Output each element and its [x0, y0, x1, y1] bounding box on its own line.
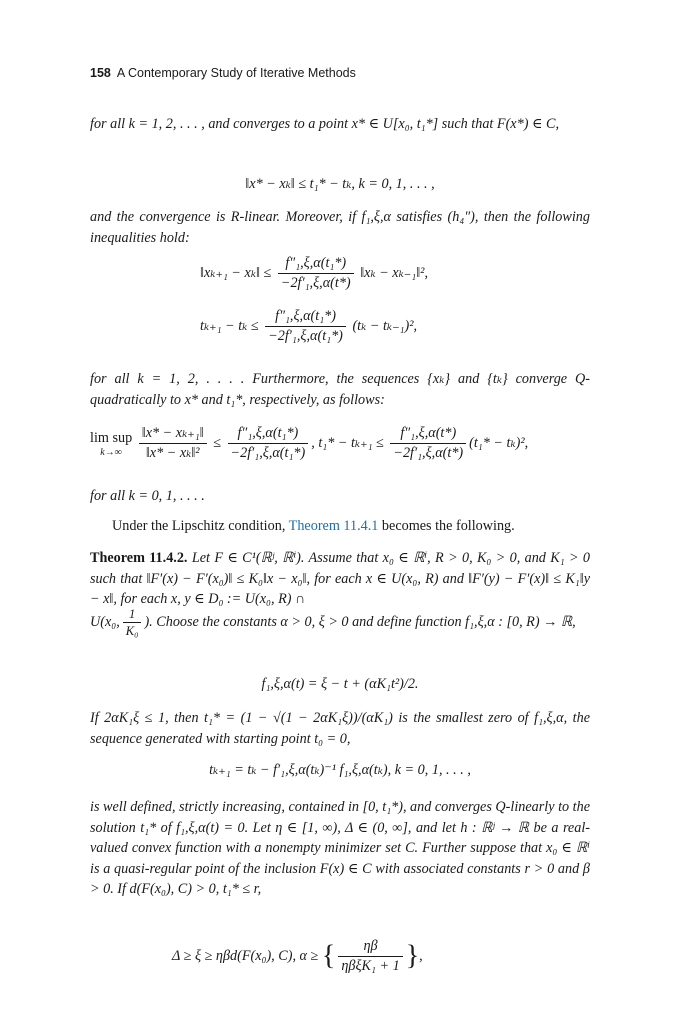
eq7-numerator: ηβ — [338, 938, 402, 957]
eq7-denominator: ηβξK₁ + 1 — [341, 958, 400, 974]
paragraph-4: for all k = 0, 1, . . . . — [90, 488, 205, 504]
equation-4: lim sup k→∞ $\frac{\text{‖x* − xₖ₊₁‖}}{\text{‖x* − xₖ‖²}}$ ≤ $\frac{\text{f″₁,ξ,α(t₁*)}}{\text{−2f′₁,ξ,α(t₁*)}}$ , t₁* − tₖ₊₁ ≤ $\frac{\text{f″₁,ξ,α(t*)}}{\text{−2f′₁,ξ,α(t*)}}$ (t₁* − tₖ)², — [90, 425, 529, 461]
equation-5: f₁,ξ,α(t) = ξ − t + (αK₁t²)/2. — [261, 676, 419, 692]
running-header — [90, 66, 356, 80]
eq3-denominator: −2f′₁,ξ,α(t₁*) — [268, 328, 343, 344]
paragraph-3: for all k = 1, 2, . . . . Furthermore, the sequences {xₖ} and {tₖ} converge Q-quadratically to x* and t₁*, respectively, as follows: — [90, 371, 590, 408]
paragraph-7: is well defined, strictly increasing, contained in [0, t₁*), and converges Q-linearly to the solution t₁* of f₁,ξ,α(t) = 0. Let η ∈ [1, ∞), Δ ∈ (0, ∞], and let h : ℝʲ → ℝ be a real-valued convex function with a nonempty minimizer set C. Further suppose that x₀ ∈ ℝⁱ is a quasi-regular point of the inclusion F(x) ∈ C with associated constants r > 0 and β > 0. If d(F(x₀), C) > 0, t₁* ≤ r, — [90, 799, 590, 897]
paragraph-2: and the convergence is R-linear. Moreover, if f₁,ξ,α satisfies (h₄″), then the following inequalities hold: — [90, 209, 590, 246]
page-number: 158 — [90, 66, 111, 80]
theorem-label: Theorem 11.4.2. — [90, 550, 188, 566]
equation-3: tₖ₊₁ − tₖ ≤ $\frac{\text{f″₁,ξ,α(t₁*)}}{\text{−2f′₁,ξ,α(t₁*)}}$ (tₖ − tₖ₋₁)², — [200, 308, 418, 344]
paragraph-6: If 2αK₁ξ ≤ 1, then t₁* = (1 − √(1 − 2αK₁ξ))/(αK₁) is the smallest zero of f₁,ξ,α, the sequence generated with starting point t₀ = 0, — [90, 710, 590, 747]
running-title: A Contemporary Study of Iterative Methods — [116, 66, 356, 80]
paragraph-5: Under the Lipschitz condition, Theorem 11.4.1 becomes the following. — [112, 518, 515, 534]
eq3-numerator: f″₁,ξ,α(t₁*) — [265, 308, 346, 327]
equation-1: ‖x* − xₖ‖ ≤ t₁* − tₖ, k = 0, 1, . . . , — [245, 176, 435, 192]
eq2-denominator: −2f′₁,ξ,α(t*) — [280, 275, 351, 291]
equation-7: Δ ≥ ξ ≥ ηβd(F(x₀), C), α ≥ { $\frac{\eta\beta}{\text{ηβξK₁ + 1}}$ }, — [172, 938, 423, 974]
paragraph-1: for all k = 1, 2, . . . , and converges to a point x* ∈ U[x₀, t₁*] such that F(x*) ∈ C, — [90, 116, 560, 132]
theorem-link[interactable]: Theorem 11.4.1 — [288, 518, 379, 534]
theorem-continued: U(x₀, $\frac{1}{\text{K₀}}$ ). Choose the constants α > 0, ξ > 0 and define function f₁,ξ,α : [0, R) → ℝ, — [90, 607, 576, 638]
equation-2: ‖xₖ₊₁ − xₖ‖ ≤ $\frac{\text{f″₁,ξ,α(t₁*)}}{\text{−2f′₁,ξ,α(t*)}}$ ‖xₖ − xₖ₋₁‖², — [200, 255, 428, 291]
eq2-numerator: f″₁,ξ,α(t₁*) — [278, 255, 354, 274]
theorem-11-4-2: Theorem 11.4.2. Let F ∈ C¹(ℝʲ, ℝⁱ). Assume that x₀ ∈ ℝⁱ, R > 0, K₀ > 0, and K₁ > 0 such that ‖F′(x) − F′(x₀)‖ ≤ K₀‖x − x₀‖, for each x ∈ U(x₀, R) and ‖F′(y) − F′(x)‖ ≤ K₁‖y − x‖, for each x, y ∈ D₀ := U(x₀, R) ∩ — [90, 550, 590, 607]
equation-6: tₖ₊₁ = tₖ − f′₁,ξ,α(tₖ)⁻¹ f₁,ξ,α(tₖ), k = 0, 1, . . . , — [209, 762, 471, 778]
